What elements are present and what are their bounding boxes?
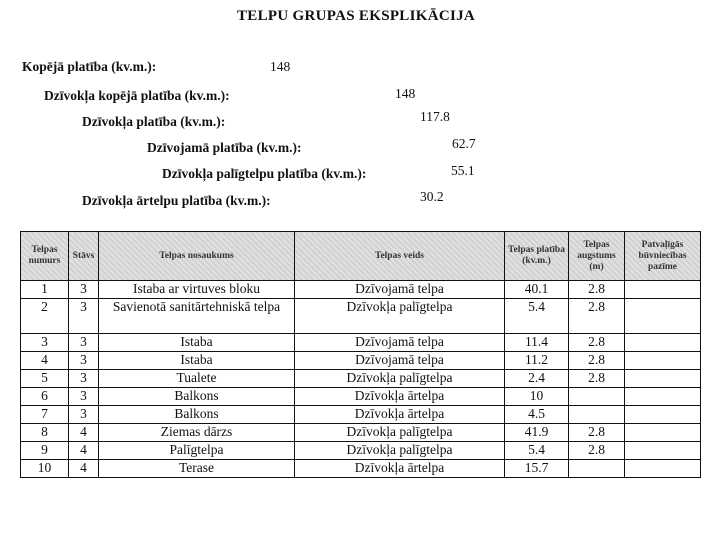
- table-row: [21, 460, 701, 478]
- summary-label-living-area: Dzīvojamā platība (kv.m.):: [147, 140, 302, 155]
- cell-room-height: 2.8: [569, 442, 625, 460]
- cell-room-type: Dzīvokļa ārtelpa: [295, 406, 505, 424]
- cell-room-number: 5: [21, 370, 69, 388]
- cell-floor: 3: [69, 388, 99, 406]
- table-row: [21, 281, 701, 299]
- cell-unauthorized: [625, 460, 701, 478]
- cell-floor: 4: [69, 424, 99, 442]
- cell-room-area: 40.1: [505, 281, 569, 299]
- cell-floor: 4: [69, 460, 99, 478]
- cell-room-area: 15.7: [505, 460, 569, 478]
- cell-room-height: [569, 406, 625, 424]
- cell-room-type: Dzīvojamā telpa: [295, 281, 505, 299]
- cell-room-number: 10: [21, 460, 69, 478]
- header-room-type: Telpas veids: [295, 232, 505, 281]
- cell-room-number: 2: [21, 299, 69, 334]
- header-room-area: Telpas platība (kv.m.): [505, 232, 569, 281]
- table-row: [21, 406, 701, 424]
- cell-room-area: 5.4: [505, 299, 569, 334]
- cell-floor: 3: [69, 352, 99, 370]
- cell-room-type: Dzīvokļa ārtelpa: [295, 388, 505, 406]
- cell-room-height: 2.8: [569, 424, 625, 442]
- cell-room-type: Dzīvojamā telpa: [295, 352, 505, 370]
- cell-unauthorized: [625, 442, 701, 460]
- summary-label-apartment-total-area: Dzīvokļa kopējā platība (kv.m.):: [44, 88, 230, 103]
- cell-room-height: [569, 460, 625, 478]
- table-row: [21, 334, 701, 352]
- table-row: [21, 442, 701, 460]
- cell-room-type: Dzīvokļa palīgtelpa: [295, 299, 505, 334]
- cell-room-area: 5.4: [505, 442, 569, 460]
- cell-room-area: 41.9: [505, 424, 569, 442]
- cell-floor: 3: [69, 406, 99, 424]
- cell-room-name: Istaba: [99, 352, 295, 370]
- cell-unauthorized: [625, 424, 701, 442]
- cell-room-name: Istaba: [99, 334, 295, 352]
- summary-value-outdoor-area: 30.2: [420, 189, 444, 204]
- header-room-number: Telpas numurs: [21, 232, 69, 281]
- table-header-row: [21, 232, 701, 281]
- cell-room-type: Dzīvokļa ārtelpa: [295, 460, 505, 478]
- summary-value-total-area: 148: [270, 59, 291, 74]
- table-row: [21, 352, 701, 370]
- header-unauthorized-construction: Patvaļīgās būvniecības pazīme: [625, 232, 701, 281]
- cell-room-height: 2.8: [569, 370, 625, 388]
- table-row: [21, 299, 701, 334]
- summary-value-apartment-total-area: 148: [395, 86, 416, 101]
- cell-floor: 3: [69, 299, 99, 334]
- cell-floor: 3: [69, 370, 99, 388]
- cell-room-number: 7: [21, 406, 69, 424]
- cell-room-height: 2.8: [569, 334, 625, 352]
- cell-room-name: Balkons: [99, 388, 295, 406]
- cell-floor: 4: [69, 442, 99, 460]
- cell-room-area: 2.4: [505, 370, 569, 388]
- summary-value-living-area: 62.7: [452, 136, 476, 151]
- cell-room-area: 11.4: [505, 334, 569, 352]
- summary-label-total-area: Kopējā platība (kv.m.):: [22, 59, 157, 74]
- cell-room-number: 1: [21, 281, 69, 299]
- cell-room-height: 2.8: [569, 352, 625, 370]
- cell-room-name: Palīgtelpa: [99, 442, 295, 460]
- summary-label-outdoor-area: Dzīvokļa ārtelpu platība (kv.m.):: [82, 193, 271, 208]
- cell-room-number: 6: [21, 388, 69, 406]
- cell-room-area: 4.5: [505, 406, 569, 424]
- cell-room-type: Dzīvojamā telpa: [295, 334, 505, 352]
- cell-room-area: 10: [505, 388, 569, 406]
- header-room-height: Telpas augstums (m): [569, 232, 625, 281]
- cell-room-name: Savienotā sanitārtehniskā telpa: [99, 299, 295, 334]
- cell-room-name: Terase: [99, 460, 295, 478]
- summary-value-apartment-area: 117.8: [420, 109, 450, 124]
- cell-unauthorized: [625, 299, 701, 334]
- cell-unauthorized: [625, 406, 701, 424]
- cell-room-name: Istaba ar virtuves bloku: [99, 281, 295, 299]
- cell-unauthorized: [625, 370, 701, 388]
- cell-unauthorized: [625, 281, 701, 299]
- cell-room-number: 4: [21, 352, 69, 370]
- document-title: TELPU GRUPAS EKSPLIKĀCIJA: [236, 8, 476, 24]
- cell-unauthorized: [625, 352, 701, 370]
- cell-room-number: 3: [21, 334, 69, 352]
- table-row: [21, 370, 701, 388]
- cell-room-type: Dzīvokļa palīgtelpa: [295, 370, 505, 388]
- header-room-name: Telpas nosaukums: [99, 232, 295, 281]
- rooms-table: [20, 231, 701, 478]
- cell-room-height: 2.8: [569, 281, 625, 299]
- cell-room-name: Ziemas dārzs: [99, 424, 295, 442]
- cell-room-area: 11.2: [505, 352, 569, 370]
- cell-room-height: [569, 388, 625, 406]
- summary-label-auxiliary-area: Dzīvokļa palīgtelpu platība (kv.m.):: [162, 166, 367, 181]
- summary-label-apartment-area: Dzīvokļa platība (kv.m.):: [82, 114, 226, 129]
- table-row: [21, 424, 701, 442]
- cell-room-number: 9: [21, 442, 69, 460]
- cell-room-name: Tualete: [99, 370, 295, 388]
- cell-floor: 3: [69, 281, 99, 299]
- cell-room-number: 8: [21, 424, 69, 442]
- cell-unauthorized: [625, 388, 701, 406]
- cell-room-height: 2.8: [569, 299, 625, 334]
- cell-room-type: Dzīvokļa palīgtelpa: [295, 424, 505, 442]
- cell-unauthorized: [625, 334, 701, 352]
- cell-room-type: Dzīvokļa palīgtelpa: [295, 442, 505, 460]
- cell-floor: 3: [69, 334, 99, 352]
- table-row: [21, 388, 701, 406]
- cell-room-name: Balkons: [99, 406, 295, 424]
- summary-value-auxiliary-area: 55.1: [451, 163, 475, 178]
- header-floor: Stāvs: [69, 232, 99, 281]
